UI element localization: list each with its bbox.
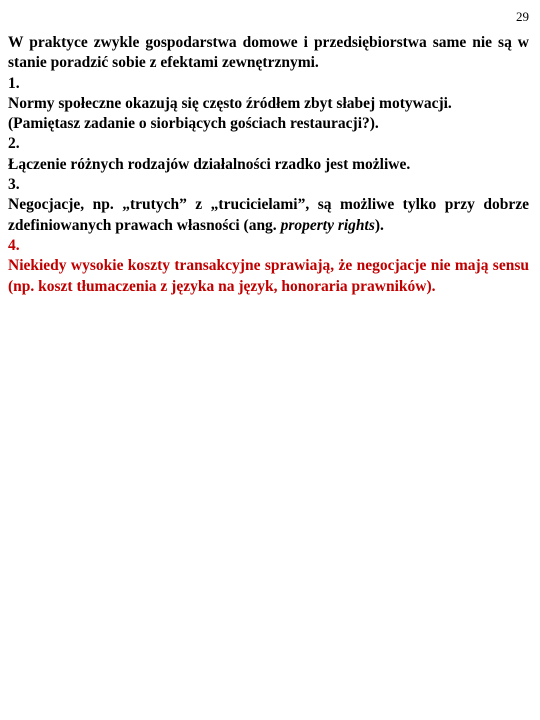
point-2-number: 2. <box>8 135 20 153</box>
point-3-text-before: Negocjacje, np. „trutych” z „trucicielami”, są możliwe tylko przy dobrze zdefiniowanych prawach własności (ang. <box>8 196 529 234</box>
point-3-number: 3. <box>8 176 20 194</box>
slide-content <box>8 33 529 297</box>
intro-paragraph: W praktyce zwykle gospodarstwa domowe i przedsiębiorstwa same nie są w stanie poradzić sobie z efektami zewnętrznymi. <box>8 34 529 72</box>
point-4-number: 4. <box>8 236 20 254</box>
point-1-number: 1. <box>8 74 20 92</box>
point-4-text: Niekiedy wysokie koszty transakcyjne sprawiają, że negocjacje nie mają sensu (np. koszt tłumaczenia z języka na język, honoraria prawników). <box>8 257 529 295</box>
point-1-note: (Pamiętasz zadanie o siorbiących gościach restauracji?). <box>8 115 379 133</box>
point-3-text-italic: property rights <box>280 216 375 234</box>
point-3-text-after: ). <box>374 216 384 234</box>
point-2-text: Łączenie różnych rodzajów działalności rzadko jest możliwe. <box>8 155 411 173</box>
point-1-text: Normy społeczne okazują się często źródłem zbyt słabej motywacji. <box>8 94 452 112</box>
point-3-text <box>8 195 529 236</box>
page-number: 29 <box>516 9 529 24</box>
